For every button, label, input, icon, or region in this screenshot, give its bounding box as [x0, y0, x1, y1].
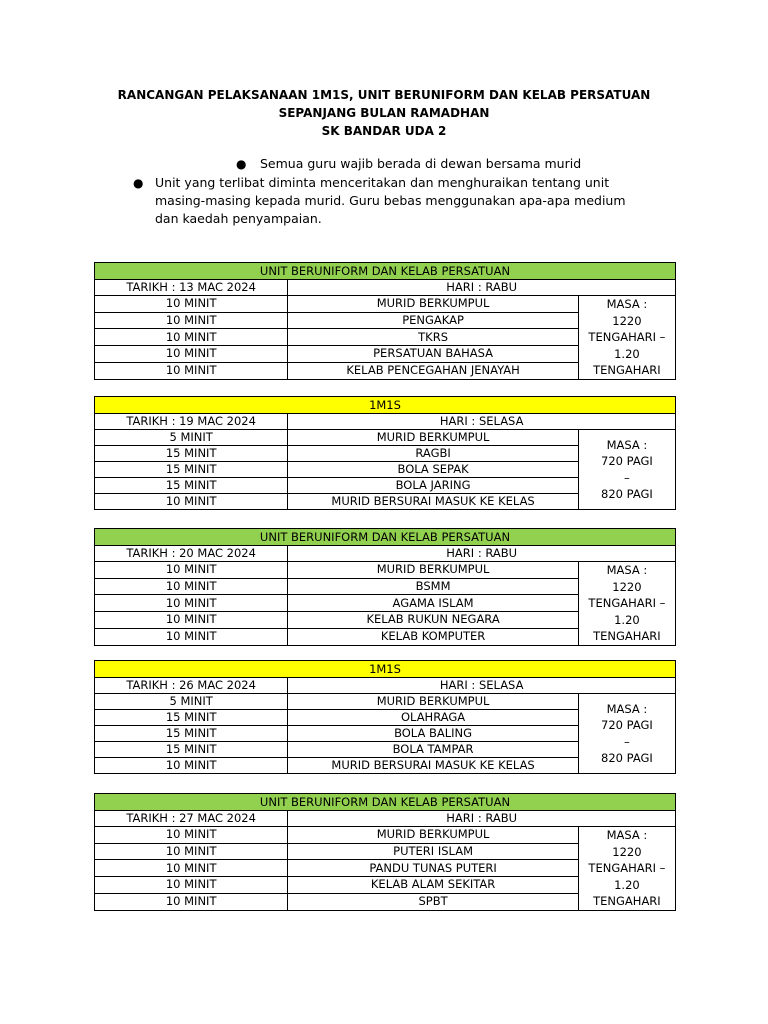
- activity-cell: MURID BERKUMPUL: [288, 827, 579, 844]
- duration-cell: 10 MINIT: [95, 843, 288, 860]
- masa-line: MASA :: [606, 437, 648, 452]
- tarikh-cell: TARIKH : 13 MAC 2024: [95, 280, 288, 296]
- hari-cell: HARI : RABU: [288, 546, 676, 562]
- duration-cell: 10 MINIT: [95, 758, 288, 774]
- masa-line: –: [624, 734, 630, 749]
- activity-cell: BOLA SEPAK: [288, 462, 579, 478]
- activity-cell: PUTERI ISLAM: [288, 843, 579, 860]
- tarikh-cell: TARIKH : 26 MAC 2024: [95, 678, 288, 694]
- duration-cell: 10 MINIT: [95, 346, 288, 363]
- masa-line: TENGAHARI –: [588, 330, 666, 344]
- date-row: [95, 811, 676, 827]
- masa-line: 1.20: [614, 346, 640, 361]
- masa-line: 720 PAGI: [601, 454, 653, 468]
- schedule-table: [94, 660, 676, 774]
- table-header-row: [95, 794, 676, 811]
- masa-line: 1220: [612, 313, 642, 328]
- table-header: 1M1S: [95, 397, 676, 414]
- masa-line: 1.20: [614, 612, 640, 627]
- date-row: [95, 678, 676, 694]
- duration-cell: 10 MINIT: [95, 595, 288, 612]
- document-title-line1: RANCANGAN PELAKSANAAN 1M1S, UNIT BERUNIFORM DAN KELAB PERSATUAN: [117, 88, 651, 102]
- activity-cell: MURID BERSURAI MASUK KE KELAS: [288, 494, 579, 510]
- activity-cell: MURID BERKUMPUL: [288, 694, 579, 710]
- bullet-item: [236, 155, 720, 173]
- duration-cell: 15 MINIT: [95, 462, 288, 478]
- masa-line: 820 PAGI: [601, 751, 653, 765]
- activity-cell: MURID BERKUMPUL: [288, 430, 579, 446]
- tarikh-cell: TARIKH : 27 MAC 2024: [95, 811, 288, 827]
- schedule-table: [94, 262, 676, 380]
- activity-cell: OLAHRAGA: [288, 710, 579, 726]
- activity-cell: MURID BERKUMPUL: [288, 296, 579, 313]
- activity-cell: KELAB KOMPUTER: [288, 628, 579, 645]
- masa-line: MASA :: [606, 297, 648, 311]
- activity-cell: BOLA JARING: [288, 478, 579, 494]
- activity-cell: TKRS: [288, 329, 579, 346]
- activity-cell: KELAB ALAM SEKITAR: [288, 877, 579, 894]
- activity-cell: MURID BERSURAI MASUK KE KELAS: [288, 758, 579, 774]
- duration-cell: 10 MINIT: [95, 494, 288, 510]
- bullet-text: Semua guru wajib berada di dewan bersama murid: [260, 156, 582, 171]
- duration-cell: 15 MINIT: [95, 478, 288, 494]
- bullet-dot-icon: ●: [133, 176, 144, 190]
- activity-cell: PENGAKAP: [288, 312, 579, 329]
- table-header: 1M1S: [95, 661, 676, 678]
- table-header: UNIT BERUNIFORM DAN KELAB PERSATUAN: [95, 263, 676, 280]
- table-header: UNIT BERUNIFORM DAN KELAB PERSATUAN: [95, 529, 676, 546]
- document-title-line2: SEPANJANG BULAN RAMADHAN: [278, 106, 490, 120]
- duration-cell: 15 MINIT: [95, 726, 288, 742]
- activity-cell: BOLA TAMPAR: [288, 742, 579, 758]
- duration-cell: 10 MINIT: [95, 578, 288, 595]
- table-header-row: [95, 263, 676, 280]
- table-row: [95, 827, 676, 844]
- duration-cell: 10 MINIT: [95, 893, 288, 910]
- table-row: [95, 296, 676, 313]
- masa-line: TENGAHARI: [593, 629, 661, 643]
- activity-cell: BOLA BALING: [288, 726, 579, 742]
- activity-cell: PERSATUAN BAHASA: [288, 346, 579, 363]
- bullet-text: Unit yang terlibat diminta menceritakan dan menghuraikan tentang unit masing-masing kepada murid. Guru bebas menggunakan apa-apa medium dan kaedah penyampaian.: [155, 175, 626, 226]
- hari-cell: HARI : RABU: [288, 811, 676, 827]
- activity-cell: RAGBI: [288, 446, 579, 462]
- table-header-row: [95, 661, 676, 678]
- masa-line: TENGAHARI: [593, 894, 661, 908]
- hari-cell: HARI : RABU: [288, 280, 676, 296]
- masa-line: MASA :: [606, 828, 648, 842]
- table-row: [95, 562, 676, 579]
- document-title-line3: SK BANDAR UDA 2: [321, 124, 447, 138]
- duration-cell: 10 MINIT: [95, 362, 288, 379]
- date-row: [95, 280, 676, 296]
- masa-line: MASA :: [606, 563, 648, 577]
- duration-cell: 10 MINIT: [95, 296, 288, 313]
- activity-cell: BSMM: [288, 578, 579, 595]
- tarikh-cell: TARIKH : 20 MAC 2024: [95, 546, 288, 562]
- bullet-item: [133, 174, 630, 228]
- masa-line: TENGAHARI: [593, 363, 661, 377]
- table-row: [95, 430, 676, 446]
- duration-cell: 5 MINIT: [95, 430, 288, 446]
- masa-cell: [578, 296, 675, 380]
- masa-line: TENGAHARI –: [588, 596, 666, 610]
- table-header-row: [95, 397, 676, 414]
- activity-cell: SPBT: [288, 893, 579, 910]
- masa-cell: [578, 827, 675, 911]
- schedule-table: [94, 793, 676, 911]
- date-row: [95, 546, 676, 562]
- masa-line: 720 PAGI: [601, 718, 653, 732]
- activity-cell: PANDU TUNAS PUTERI: [288, 860, 579, 877]
- duration-cell: 10 MINIT: [95, 827, 288, 844]
- masa-cell: [578, 694, 675, 774]
- masa-line: 1.20: [614, 877, 640, 892]
- activity-cell: AGAMA ISLAM: [288, 595, 579, 612]
- duration-cell: 10 MINIT: [95, 329, 288, 346]
- schedule-table: [94, 396, 676, 510]
- duration-cell: 15 MINIT: [95, 742, 288, 758]
- date-row: [95, 414, 676, 430]
- activity-cell: KELAB PENCEGAHAN JENAYAH: [288, 362, 579, 379]
- table-header-row: [95, 529, 676, 546]
- hari-cell: HARI : SELASA: [288, 414, 676, 430]
- duration-cell: 10 MINIT: [95, 877, 288, 894]
- masa-line: –: [624, 470, 630, 485]
- masa-cell: [578, 562, 675, 646]
- duration-cell: 15 MINIT: [95, 710, 288, 726]
- activity-cell: KELAB RUKUN NEGARA: [288, 612, 579, 629]
- bullet-dot-icon: ●: [236, 157, 247, 171]
- table-header: UNIT BERUNIFORM DAN KELAB PERSATUAN: [95, 794, 676, 811]
- hari-cell: HARI : SELASA: [288, 678, 676, 694]
- masa-line: MASA :: [606, 701, 648, 716]
- tarikh-cell: TARIKH : 19 MAC 2024: [95, 414, 288, 430]
- duration-cell: 10 MINIT: [95, 562, 288, 579]
- duration-cell: 15 MINIT: [95, 446, 288, 462]
- masa-line: 1220: [612, 844, 642, 859]
- schedule-table: [94, 528, 676, 646]
- duration-cell: 10 MINIT: [95, 612, 288, 629]
- masa-line: 820 PAGI: [601, 487, 653, 501]
- table-row: [95, 694, 676, 710]
- duration-cell: 10 MINIT: [95, 860, 288, 877]
- masa-line: 1220: [612, 579, 642, 594]
- masa-line: TENGAHARI –: [588, 861, 666, 875]
- duration-cell: 10 MINIT: [95, 312, 288, 329]
- duration-cell: 5 MINIT: [95, 694, 288, 710]
- duration-cell: 10 MINIT: [95, 628, 288, 645]
- activity-cell: MURID BERKUMPUL: [288, 562, 579, 579]
- masa-cell: [578, 430, 675, 510]
